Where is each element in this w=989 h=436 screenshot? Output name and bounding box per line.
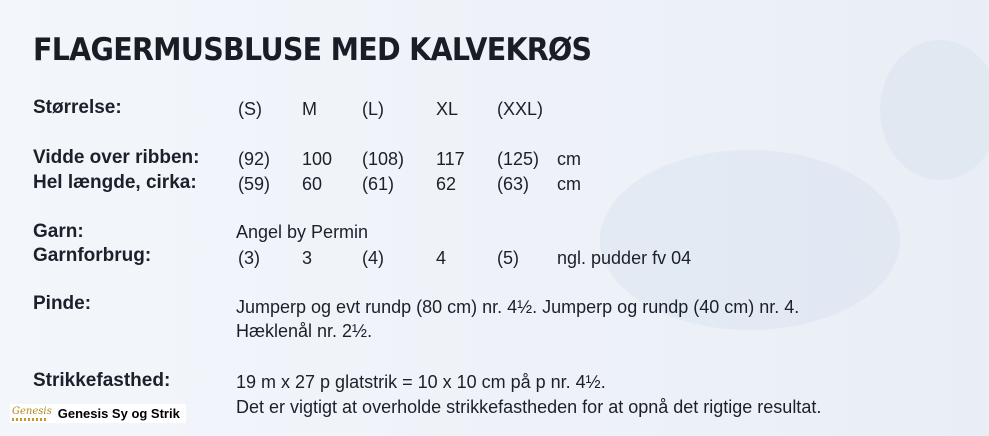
size-value: (S) xyxy=(238,99,262,119)
genesis-logo xyxy=(10,404,186,423)
width-value: 117 xyxy=(436,149,465,169)
genesis-logo-mark xyxy=(12,407,52,421)
logo-dots-icon xyxy=(12,418,46,421)
size-label: Størrelse: xyxy=(33,97,122,118)
gauge-line-2: Det er vigtigt at overholde strikkefastheden for at opnå det rigtige resultat. xyxy=(236,397,822,417)
length-label: Hel længde, cirka: xyxy=(33,172,197,193)
yarn-usage-value: (3) xyxy=(238,248,260,268)
size-value: M xyxy=(302,99,317,119)
genesis-logo-name: Genesis Sy og Strik xyxy=(57,406,180,421)
length-unit: cm xyxy=(557,174,581,194)
yarn-usage-value: (4) xyxy=(362,248,384,268)
genesis-logo-mark-text: Genesis xyxy=(12,405,52,417)
yarn-value: Angel by Permin xyxy=(236,222,369,242)
yarn-usage-label: Garnforbrug: xyxy=(33,245,152,266)
width-value: (92) xyxy=(238,149,271,169)
length-value: (63) xyxy=(497,174,530,194)
width-value: 100 xyxy=(302,149,333,169)
length-value: 62 xyxy=(436,174,457,194)
needles-line-1: Jumperp og evt rundp (80 cm) nr. 4½. Jumperp og rundp (40 cm) nr. 4. xyxy=(236,297,800,317)
yarn-label: Garn: xyxy=(33,221,84,242)
size-value: XL xyxy=(436,99,459,119)
gauge-label: Strikkefasthed: xyxy=(33,370,171,391)
yarn-usage-value: 4 xyxy=(436,248,447,268)
yarn-usage-unit: ngl. pudder fv 04 xyxy=(557,248,692,268)
background-ghost-shape xyxy=(880,40,989,180)
size-value: (XXL) xyxy=(497,99,544,119)
width-label: Vidde over ribben: xyxy=(33,147,200,168)
needles-label: Pinde: xyxy=(33,293,92,314)
yarn-usage-value: (5) xyxy=(497,248,519,268)
length-value: (61) xyxy=(362,174,395,194)
page-title: FLAGERMUSBLUSE MED KALVEKRØS xyxy=(33,32,592,68)
width-value: (108) xyxy=(362,149,405,169)
size-value: (L) xyxy=(362,99,384,119)
width-unit: cm xyxy=(557,149,581,169)
yarn-usage-value: 3 xyxy=(302,248,313,268)
width-value: (125) xyxy=(497,149,540,169)
length-value: 60 xyxy=(302,174,323,194)
gauge-line-1: 19 m x 27 p glatstrik = 10 x 10 cm på p nr. 4½. xyxy=(236,372,606,392)
needles-line-2: Hæklenål nr. 2½. xyxy=(236,321,373,341)
length-value: (59) xyxy=(238,174,271,194)
